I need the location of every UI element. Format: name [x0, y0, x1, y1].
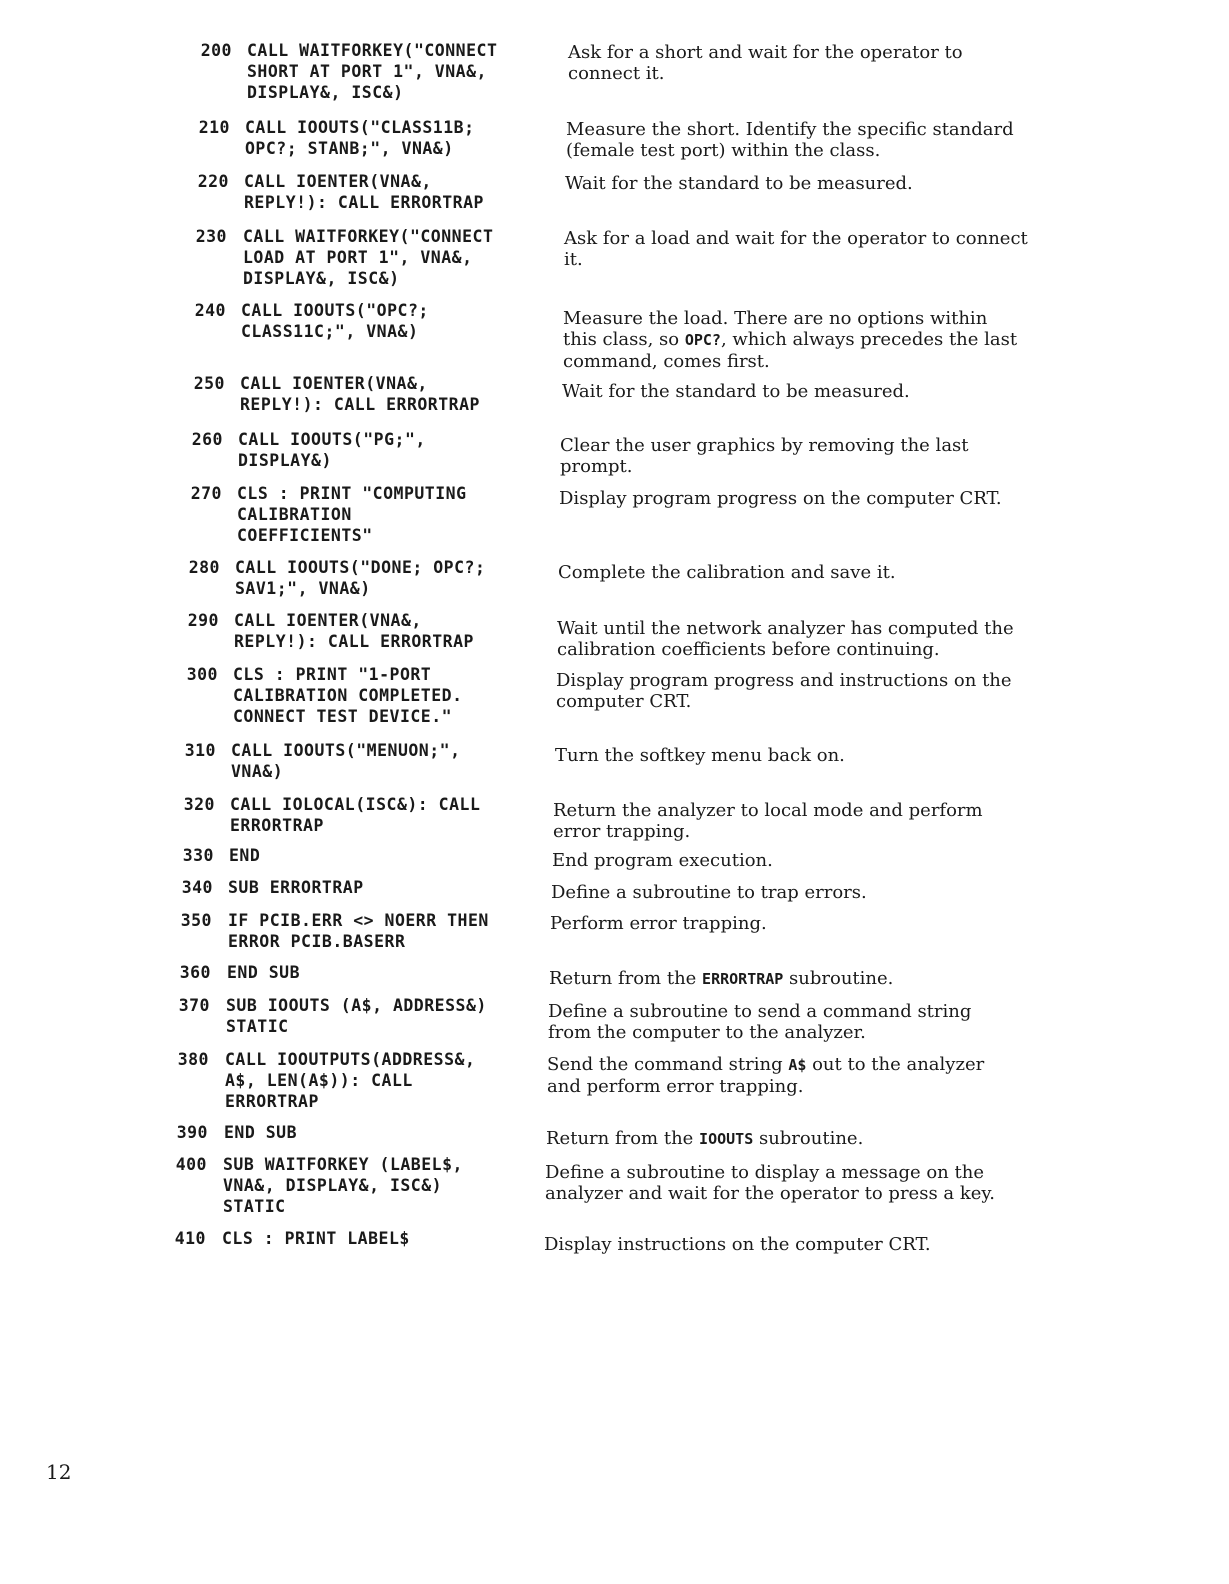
description-line: Define a subroutine to send a command string	[548, 1001, 972, 1022]
code-statement	[234, 610, 534, 652]
description-line: Measure the short. Identify the specific standard	[566, 119, 1014, 140]
code-line: SUB ERRORTRAP	[228, 878, 364, 897]
code-description	[545, 1162, 1015, 1204]
code-statement	[244, 171, 544, 213]
code-line: END	[229, 846, 261, 865]
code-description	[550, 913, 1020, 934]
code-description	[555, 745, 1025, 766]
code-line: END SUB	[224, 1123, 298, 1142]
page-number: 12	[46, 1460, 72, 1484]
code-line: DISPLAY&, ISC&)	[247, 83, 404, 102]
description-line: Ask for a load and wait for the operator to connect	[564, 228, 1028, 249]
line-number: 370	[178, 996, 210, 1015]
code-statement	[243, 226, 543, 289]
code-line: CALL IOOUTS("PG;",	[238, 430, 426, 449]
code-statement	[235, 557, 535, 599]
description-line: Wait until the network analyzer has computed the	[557, 618, 1014, 639]
description-line: command, comes first.	[563, 351, 770, 372]
inline-code: OPC?	[684, 331, 721, 349]
line-number: 240	[194, 301, 226, 320]
description-line: and perform error trapping.	[547, 1076, 804, 1097]
code-description	[559, 488, 1029, 509]
code-line: REPLY!): CALL ERRORTRAP	[234, 632, 474, 651]
line-number: 210	[198, 118, 230, 137]
code-line: CALL IOOUTS("DONE; OPC?;	[235, 558, 486, 577]
line-number: 340	[181, 878, 213, 897]
code-statement	[223, 1154, 523, 1217]
code-statement	[225, 1049, 525, 1112]
code-line: ERROR PCIB.BASERR	[228, 932, 406, 951]
description-line: Wait for the standard to be measured.	[565, 173, 913, 194]
description-line: Define a subroutine to trap errors.	[551, 882, 867, 903]
code-line: CALL IOENTER(VNA&,	[234, 611, 422, 630]
code-statement	[245, 117, 545, 159]
description-line: it.	[564, 249, 583, 270]
description-line: Display instructions on the computer CRT.	[544, 1234, 931, 1255]
code-statement	[227, 962, 527, 983]
code-description	[556, 670, 1026, 712]
line-number: 290	[187, 611, 219, 630]
description-line: Define a subroutine to display a message on the	[545, 1162, 984, 1183]
code-statement	[233, 664, 533, 727]
description-line: Return from the ERRORTRAP subroutine.	[549, 968, 894, 989]
description-line: Perform error trapping.	[550, 913, 767, 934]
description-line: Display program progress on the computer CRT.	[559, 488, 1002, 509]
code-statement	[247, 40, 547, 103]
code-line: CLS : PRINT LABEL$	[222, 1229, 410, 1248]
code-line: SUB IOOUTS (A$, ADDRESS&)	[226, 996, 487, 1015]
code-description	[560, 435, 1030, 477]
code-line: STATIC	[226, 1017, 289, 1036]
code-statement	[222, 1228, 522, 1249]
code-description	[562, 381, 1032, 402]
code-line: COEFFICIENTS"	[237, 526, 373, 545]
line-number: 200	[200, 41, 232, 60]
code-statement	[231, 740, 531, 782]
code-statement	[237, 483, 537, 546]
code-line: DISPLAY&, ISC&)	[243, 269, 400, 288]
description-line: Return the analyzer to local mode and perform	[553, 800, 983, 821]
description-line: from the computer to the analyzer.	[548, 1022, 866, 1043]
code-statement	[226, 995, 526, 1037]
code-description	[568, 42, 1038, 84]
code-line: ERRORTRAP	[225, 1092, 319, 1111]
code-line: CALL IOLOCAL(ISC&): CALL	[230, 795, 481, 814]
line-number: 230	[195, 227, 227, 246]
code-description	[552, 850, 1022, 871]
description-line: this class, so OPC?, which always precedes the last	[563, 329, 1018, 350]
code-line: REPLY!): CALL ERRORTRAP	[240, 395, 480, 414]
line-number: 320	[183, 795, 215, 814]
code-statement	[238, 429, 538, 471]
line-number: 400	[175, 1155, 207, 1174]
description-line: error trapping.	[553, 821, 691, 842]
code-statement	[230, 794, 530, 836]
code-statement	[240, 373, 540, 415]
description-line: Complete the calibration and save it.	[558, 562, 896, 583]
line-number: 390	[176, 1123, 208, 1142]
line-number: 220	[197, 172, 229, 191]
description-line: Clear the user graphics by removing the last	[560, 435, 969, 456]
line-number: 250	[193, 374, 225, 393]
code-line: CALL IOOUTS("CLASS11B;	[245, 118, 475, 137]
code-line: CALL IOOUTPUTS(ADDRESS&,	[225, 1050, 476, 1069]
line-number: 330	[182, 846, 214, 865]
description-line: prompt.	[560, 456, 633, 477]
description-line: Turn the softkey menu back on.	[555, 745, 845, 766]
line-number: 280	[188, 558, 220, 577]
description-line: analyzer and wait for the operator to press a key.	[545, 1183, 995, 1204]
code-line: ERRORTRAP	[230, 816, 324, 835]
code-description	[564, 228, 1034, 270]
code-description	[548, 1001, 1018, 1043]
description-line: Ask for a short and wait for the operator to	[568, 42, 963, 63]
code-line: CALIBRATION COMPLETED.	[233, 686, 463, 705]
inline-code: ERRORTRAP	[702, 970, 784, 988]
code-statement	[224, 1122, 524, 1143]
description-line: Return from the IOOUTS subroutine.	[546, 1128, 864, 1149]
description-line: calibration coefficients before continuing.	[557, 639, 940, 660]
code-line: VNA&, DISPLAY&, ISC&)	[223, 1176, 443, 1195]
code-line: CALL IOENTER(VNA&,	[240, 374, 428, 393]
code-line: END SUB	[227, 963, 301, 982]
description-line: (female test port) within the class.	[566, 140, 881, 161]
line-number: 410	[174, 1229, 206, 1248]
code-statement	[241, 300, 541, 342]
inline-code: A$	[788, 1056, 807, 1074]
code-line: CALL WAITFORKEY("CONNECT	[247, 41, 498, 60]
code-line: CLASS11C;", VNA&)	[241, 322, 419, 341]
code-statement	[228, 910, 528, 952]
line-number: 360	[179, 963, 211, 982]
code-description	[547, 1054, 1017, 1097]
description-line: Measure the load. There are no options within	[563, 308, 988, 329]
code-statement	[229, 845, 529, 866]
line-number: 270	[190, 484, 222, 503]
description-line: connect it.	[568, 63, 665, 84]
code-line: STATIC	[223, 1197, 286, 1216]
line-number: 310	[184, 741, 216, 760]
code-line: CALL WAITFORKEY("CONNECT	[243, 227, 494, 246]
code-description	[544, 1234, 1014, 1255]
code-line: LOAD AT PORT 1", VNA&,	[243, 248, 473, 267]
code-statement	[228, 877, 528, 898]
code-description	[546, 1128, 1016, 1150]
description-line: Display program progress and instructions on the	[556, 670, 1012, 691]
line-number: 380	[177, 1050, 209, 1069]
inline-code: IOOUTS	[699, 1130, 754, 1148]
line-number: 350	[180, 911, 212, 930]
code-description	[563, 308, 1033, 372]
code-description	[553, 800, 1023, 842]
code-line: CLS : PRINT "1-PORT	[233, 665, 432, 684]
description-line: End program execution.	[552, 850, 773, 871]
description-line: Wait for the standard to be measured.	[562, 381, 910, 402]
code-description	[566, 119, 1036, 161]
code-line: SAV1;", VNA&)	[235, 579, 371, 598]
code-line: IF PCIB.ERR <> NOERR THEN	[228, 911, 489, 930]
code-description	[549, 968, 1019, 990]
code-description	[551, 882, 1021, 903]
code-description	[558, 562, 1028, 583]
code-line: OPC?; STANB;", VNA&)	[245, 139, 454, 158]
code-line: SHORT AT PORT 1", VNA&,	[247, 62, 487, 81]
code-line: CLS : PRINT "COMPUTING	[237, 484, 467, 503]
code-line: A$, LEN(A$)): CALL	[225, 1071, 413, 1090]
line-number: 260	[191, 430, 223, 449]
code-line: CALL IOENTER(VNA&,	[244, 172, 432, 191]
code-line: SUB WAITFORKEY (LABEL$,	[223, 1155, 463, 1174]
code-line: REPLY!): CALL ERRORTRAP	[244, 193, 484, 212]
description-line: computer CRT.	[556, 691, 692, 712]
code-line: CONNECT TEST DEVICE."	[233, 707, 453, 726]
code-line: CALIBRATION	[237, 505, 352, 524]
code-line: VNA&)	[231, 762, 284, 781]
line-number: 300	[186, 665, 218, 684]
description-line: Send the command string A$ out to the analyzer	[547, 1054, 985, 1075]
code-description	[557, 618, 1027, 660]
code-line: CALL IOOUTS("MENUON;",	[231, 741, 461, 760]
code-description	[565, 173, 1035, 194]
code-line: DISPLAY&)	[238, 451, 332, 470]
code-line: CALL IOOUTS("OPC?;	[241, 301, 429, 320]
